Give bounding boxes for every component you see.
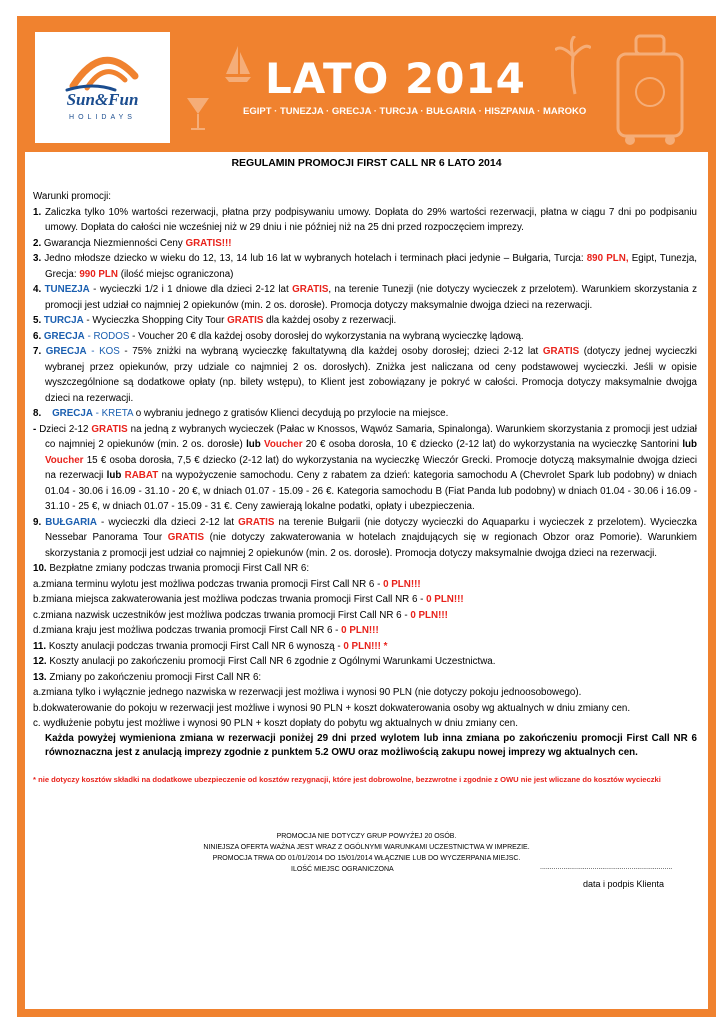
clause-13c: c. wydłużenie pobytu jest możliwe i wynosi 90 PLN + koszt dopłaty do pobytu wg aktualnych w dniu zmiany cen.	[33, 718, 518, 729]
footer-line-3: PROMOCJA TRWA OD 01/01/2014 DO 15/01/2014 WŁĄCZNIE LUB DO WYCZERPANIA MIEJSC.	[212, 855, 521, 862]
document-body	[33, 189, 697, 787]
clause-13b: b.dokwaterowanie do pokoju w rezerwacji jest możliwe i wynosi 90 PLN + koszt dokwaterowania osoby wg aktualnych w dniu zmiany cen.	[33, 702, 631, 714]
clause-10: 10. Bezpłatne zmiany podczas trwania promocji First Call NR 6:	[33, 563, 310, 574]
footer-line-1: PROMOCJA NIE DOTYCZY GRUP POWYŻEJ 20 OSÓB.	[276, 833, 457, 840]
sun-icon	[63, 46, 143, 92]
sailboat-icon	[223, 44, 253, 84]
clause-13a: a.zmiana tylko i wyłącznie jednego nazwiska w rezerwacji jest możliwa i wynosi 90 PLN (nie dotyczy pokoju jednoosobowego).	[33, 687, 582, 698]
logo-subtitle: HOLIDAYS	[69, 114, 136, 121]
clause-9: 9. BUŁGARIA - wycieczki dla dzieci 2-12 lat GRATIS na terenie Bułgarii (nie dotyczy wycieczki do Aquaparku i wycieczek z przelotem). Wycieczka Nessebar Panorama Tour GRATIS (nie dotyczy zakwaterowania w hotelach znajdujących się w regionach Obzor oraz Pomorie). Warunkiem skorzystania z promocji jest udział co najmniej 2 opiekunów (min. 2 os. dorosłe). Promocja dotyczy maksymalnie dwojga dzieci na rezerwacji.	[33, 516, 697, 559]
clause-3: 3. Jedno młodsze dziecko w wieku do 12, 13, 14 lub 16 lat w wybranych hotelach i terminach płaci jedynie – Bułgaria, Turcja: 890 PLN, Egipt, Tunezja, Grecja: 990 PLN (ilość miejsc ograniczona)	[33, 253, 697, 280]
clause-10d: d.zmiana kraju jest możliwa podczas trwania promocji First Call NR 6 - 0 PLN!!!	[33, 625, 379, 636]
clause-8-details: - Dzieci 2-12 GRATIS na jedną z wybranych wycieczek (Pałac w Knossos, Wąwóz Samaria, Spinalonga). Warunkiem skorzystania z promocji jest udział co najmniej 2 opiekunów (min. 2 os. dorosłe) lub Voucher 20 € osoba dorosła, 10 € dziecko (2-12 lat) do wykorzystania na wycieczkę Santorini lub Voucher 15 € osoba dorosła, 7,5 € dziecko (2-12 lat) do wykorzystania na wycieczkę Wieczór Grecki. Promocje dotyczą maksymalnie dwojga dzieci na rezerwacji lub RABAT na wypożyczenie samochodu. Ceny z rabatem za dzień: kategoria samochodu A (Chevrolet Spark lub podobny) w dniach 01.04 - 30.06 i 16.09 - 31.10 - 20 €, w dniach 01.07 - 15.09 - 26 €. Kategoria samochodu B (Fiat Panda lub podobny) w dniach 01.04 - 30.06 i 16.09 - 31.10 - 25 €, w dniach 01.07 - 15.09 - 31 €. Ceny zawierają lokalne podatki, opłaty i ubezpieczenia.	[33, 423, 698, 512]
change-note: Każda powyżej wymieniona zmiana w rezerwacji poniżej 29 dni przed wylotem lub inna zmiana po zakończeniu promocji First Call NR 6 równoznaczna jest z anulacją imprezy zgodnie z punktem 5.2 OWU oraz możliwością zakupu nowej imprezy wg aktualnych cen.	[45, 732, 697, 758]
suitcase-icon	[610, 32, 690, 147]
palm-icon	[555, 36, 591, 96]
clause-1: 1. Zaliczka tylko 10% wartości rezerwacji, płatna przy podpisywaniu umowy. Dopłata do 29% wartości rezerwacji, płatna w ciągu 7 dni po podpisaniu umowy. Dopłata do całości nie wcześniej niż w 29 dniu i nie później niż na 25 dni przed rozpoczęciem imprezy.	[33, 206, 697, 233]
clause-10a: a.zmiana terminu wylotu jest możliwa podczas trwania promocji First Call NR 6 - 0 PLN!!!	[33, 578, 421, 590]
intro: Warunki promocji:	[33, 191, 112, 202]
clause-5: 5. TURCJA - Wycieczka Shopping City Tour GRATIS dla każdej osoby z rezerwacji.	[33, 315, 397, 326]
clause-7: 7. GRECJA - KOS - 75% zniżki na wybraną wycieczkę fakultatywną dla każdej osoby dorosłej; dzieci 2-12 lat GRATIS (dotyczy jednej wycieczki wybranej przez opiekunów, przy udziale co najmniej 2 os. dorosłych). Zniżka jest naliczana od ceny podstawowej wycieczki. Jeśli w opisie wyszczególnione są dodatkowe opłaty (np. bilety wstępu), to Klient jest zobowiązany je pokryć w całości. Promocja dotyczy maksymalnie dwojga dzieci na rezerwacji.	[33, 346, 697, 404]
banner-countries: EGIPT · TUNEZJA · GRECJA · TURCJA · BUŁGARIA · HISZPANIA · MAROKO	[243, 106, 587, 117]
clause-11: 11. Koszty anulacji podczas trwania promocji First Call NR 6 wynoszą - 0 PLN!!! *	[33, 640, 388, 652]
clause-4: 4. TUNEZJA - wycieczki 1/2 i 1 dniowe dla dzieci 2-12 lat GRATIS, na terenie Tunezji (nie dotyczy wycieczek z przelotem). Warunkiem skorzystania z promocji jest udział co najmniej 2 opiekunów (min. 2 os. dorosłe). Promocja dotyczy maksymalnie dwojga dzieci na rezerwacji.	[33, 284, 697, 311]
footer-line-2: NINIEJSZA OFERTA WAŻNA JEST WRAZ Z OGÓLNYMI WARUNKAMI UCZESTNICTWA W IMPREZIE.	[203, 844, 530, 851]
cocktail-icon	[185, 94, 211, 134]
header-banner	[25, 24, 708, 152]
document-title: REGULAMIN PROMOCJI FIRST CALL NR 6 LATO 2014	[231, 157, 502, 169]
footnote: * nie dotyczy kosztów składki na dodatkowe ubezpieczenie od kosztów rezygnacji, które jest dobrowolne, bezzwrotne i zgodnie z OWU nie jest wliczane do kosztów wycieczki	[33, 774, 661, 784]
logo	[35, 32, 170, 143]
signature-line: ....................................................................	[540, 864, 673, 871]
clause-2: 2. Gwarancja Niezmienności Ceny GRATIS!!!	[33, 237, 232, 249]
clause-10c: c.zmiana nazwisk uczestników jest możliwa podczas trwania promocji First Call NR 6 - 0 PLN!!!	[33, 609, 448, 621]
clause-12: 12. Koszty anulacji po zakończeniu promocji First Call NR 6 zgodnie z Ogólnymi Warunkami Uczestnictwa.	[33, 656, 496, 667]
clause-8: 8. GRECJA - KRETA o wybraniu jednego z gratisów Klienci decydują po przylocie na miejsce.	[33, 408, 449, 419]
clause-13: 13. Zmiany po zakończeniu promocji First Call NR 6:	[33, 671, 262, 683]
limited-places: ILOŚĆ MIEJSC OGRANICZONA	[291, 866, 394, 873]
document-frame	[17, 16, 716, 1017]
footer	[25, 831, 708, 864]
logo-name: Sun&Fun	[66, 90, 139, 109]
clause-10b: b.zmiana miejsca zakwaterowania jest możliwa podczas trwania promocji First Call NR 6 - 0 PLN!!!	[33, 594, 464, 605]
signature-label: data i podpis Klienta	[583, 879, 665, 889]
clause-6: 6. GRECJA - RODOS - Voucher 20 € dla każdej osoby dorosłej do wykorzystania na wybraną wycieczkę lądową.	[33, 330, 524, 342]
banner-title: LATO 2014	[265, 54, 526, 103]
